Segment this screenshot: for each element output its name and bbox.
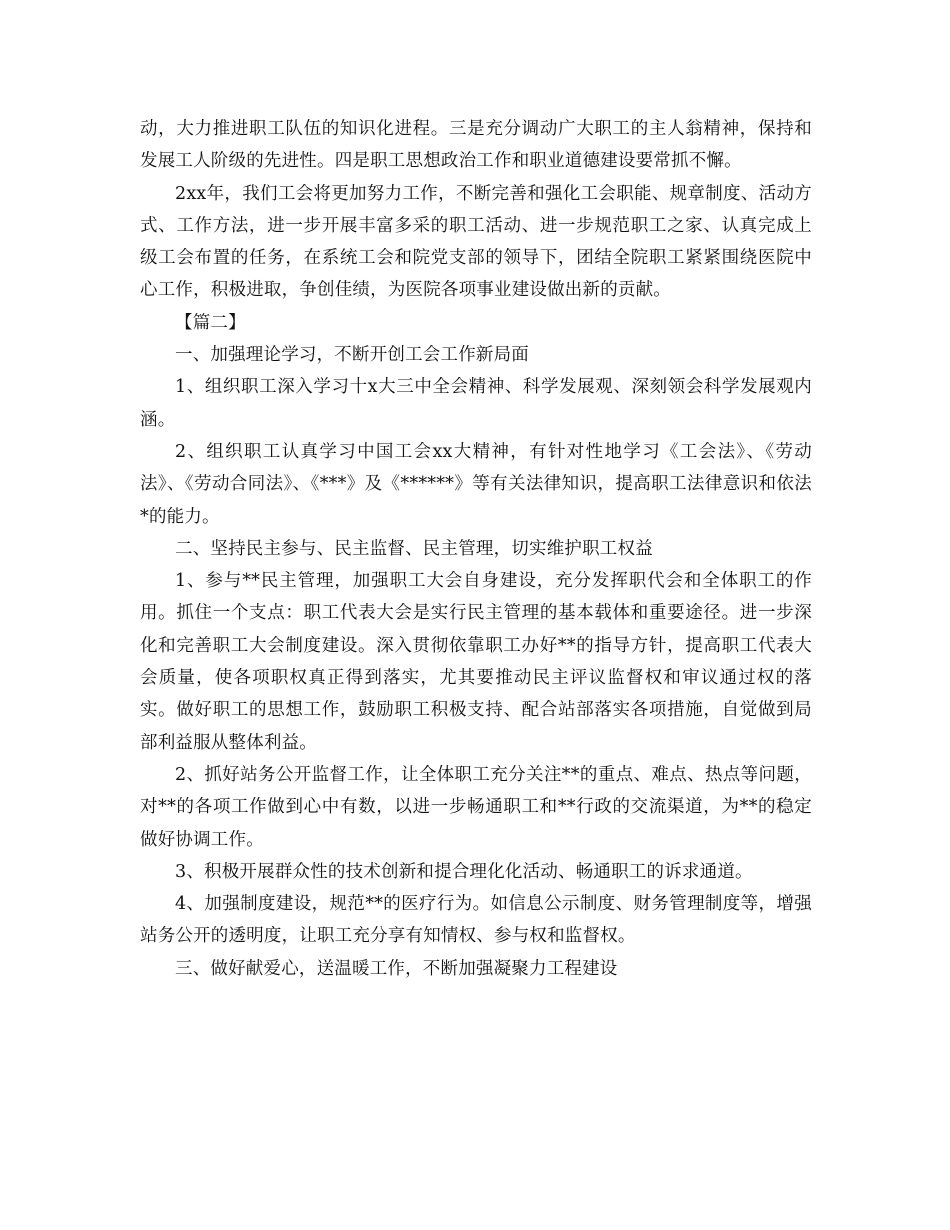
list-item-2: 2、组织职工认真学习中国工会xx大精神，有针对性地学习《工会法》、《劳动法》、《劳动合同法》、《***》及《******》等有关法律知识，提高职工法律意识和依法*的能力。 xyxy=(140,441,812,527)
section-heading-part-two: 【篇二】 xyxy=(175,312,246,333)
section-heading-theory-study: 一、加强理论学习，不断开创工会工作新局面 xyxy=(175,345,529,366)
list-item-3: 3、积极开展群众性的技术创新和提合理化化活动、畅通职工的诉求通道。 xyxy=(175,861,753,882)
paragraph-continuation: 动，大力推进职工队伍的知识化进程。三是充分调动广大职工的主人翁精神，保持和发展工人阶级的先进性。四是职工思想政治工作和职业道德建设要常抓不懈。 xyxy=(140,119,812,172)
list-item-1: 1、组织职工深入学习十x大三中全会精神、科学发展观、深刻领会科学发展观内涵。 xyxy=(140,377,812,430)
list-item-1: 1、参与**民主管理，加强职工大会自身建设，充分发挥职代会和全体职工的作用。抓住一个支点：职工代表大会是实行民主管理的基本载体和重要途径。进一步深化和完善职工大会制度建设。深入贯彻依靠职工办好**的指导方针，提高职工代表大会质量，使各项职权真正得到落实，尤其要推动民主评议监督权和审议通过权的落实。做好职工的思想工作，鼓励职工积极支持、配合站部落实各项措施，自觉做到局部利益服从整体利益。 xyxy=(140,571,812,753)
section-heading-care: 三、做好献爱心，送温暖工作，不断加强凝聚力工程建设 xyxy=(175,958,618,979)
paragraph-2xx-plan: 2xx年，我们工会将更加努力工作，不断完善和强化工会职能、规章制度、活动方式、工作方法，进一步开展丰富多采的职工活动、进一步规范职工之家、认真完成上级工会布置的任务，在系统工会和院党支部的领导下，团结全院职工紧紧围绕医院中心工作，积极进取，争创佳绩，为医院各项事业建设做出新的贡献。 xyxy=(140,183,812,301)
document-body xyxy=(140,113,812,985)
list-item-2: 2、抓好站务公开监督工作，让全体职工充分关注**的重点、难点、热点等问题，对**的各项工作做到心中有数，以进一步畅通职工和**行政的交流渠道，为**的稳定做好协调工作。 xyxy=(140,764,812,850)
list-item-4: 4、加强制度建设，规范**的医疗行为。如信息公示制度、财务管理制度等，增强站务公开的透明度，让职工充分享有知情权、参与权和监督权。 xyxy=(140,894,812,947)
section-heading-democracy: 二、坚持民主参与、民主监督、民主管理，切实维护职工权益 xyxy=(175,538,653,559)
